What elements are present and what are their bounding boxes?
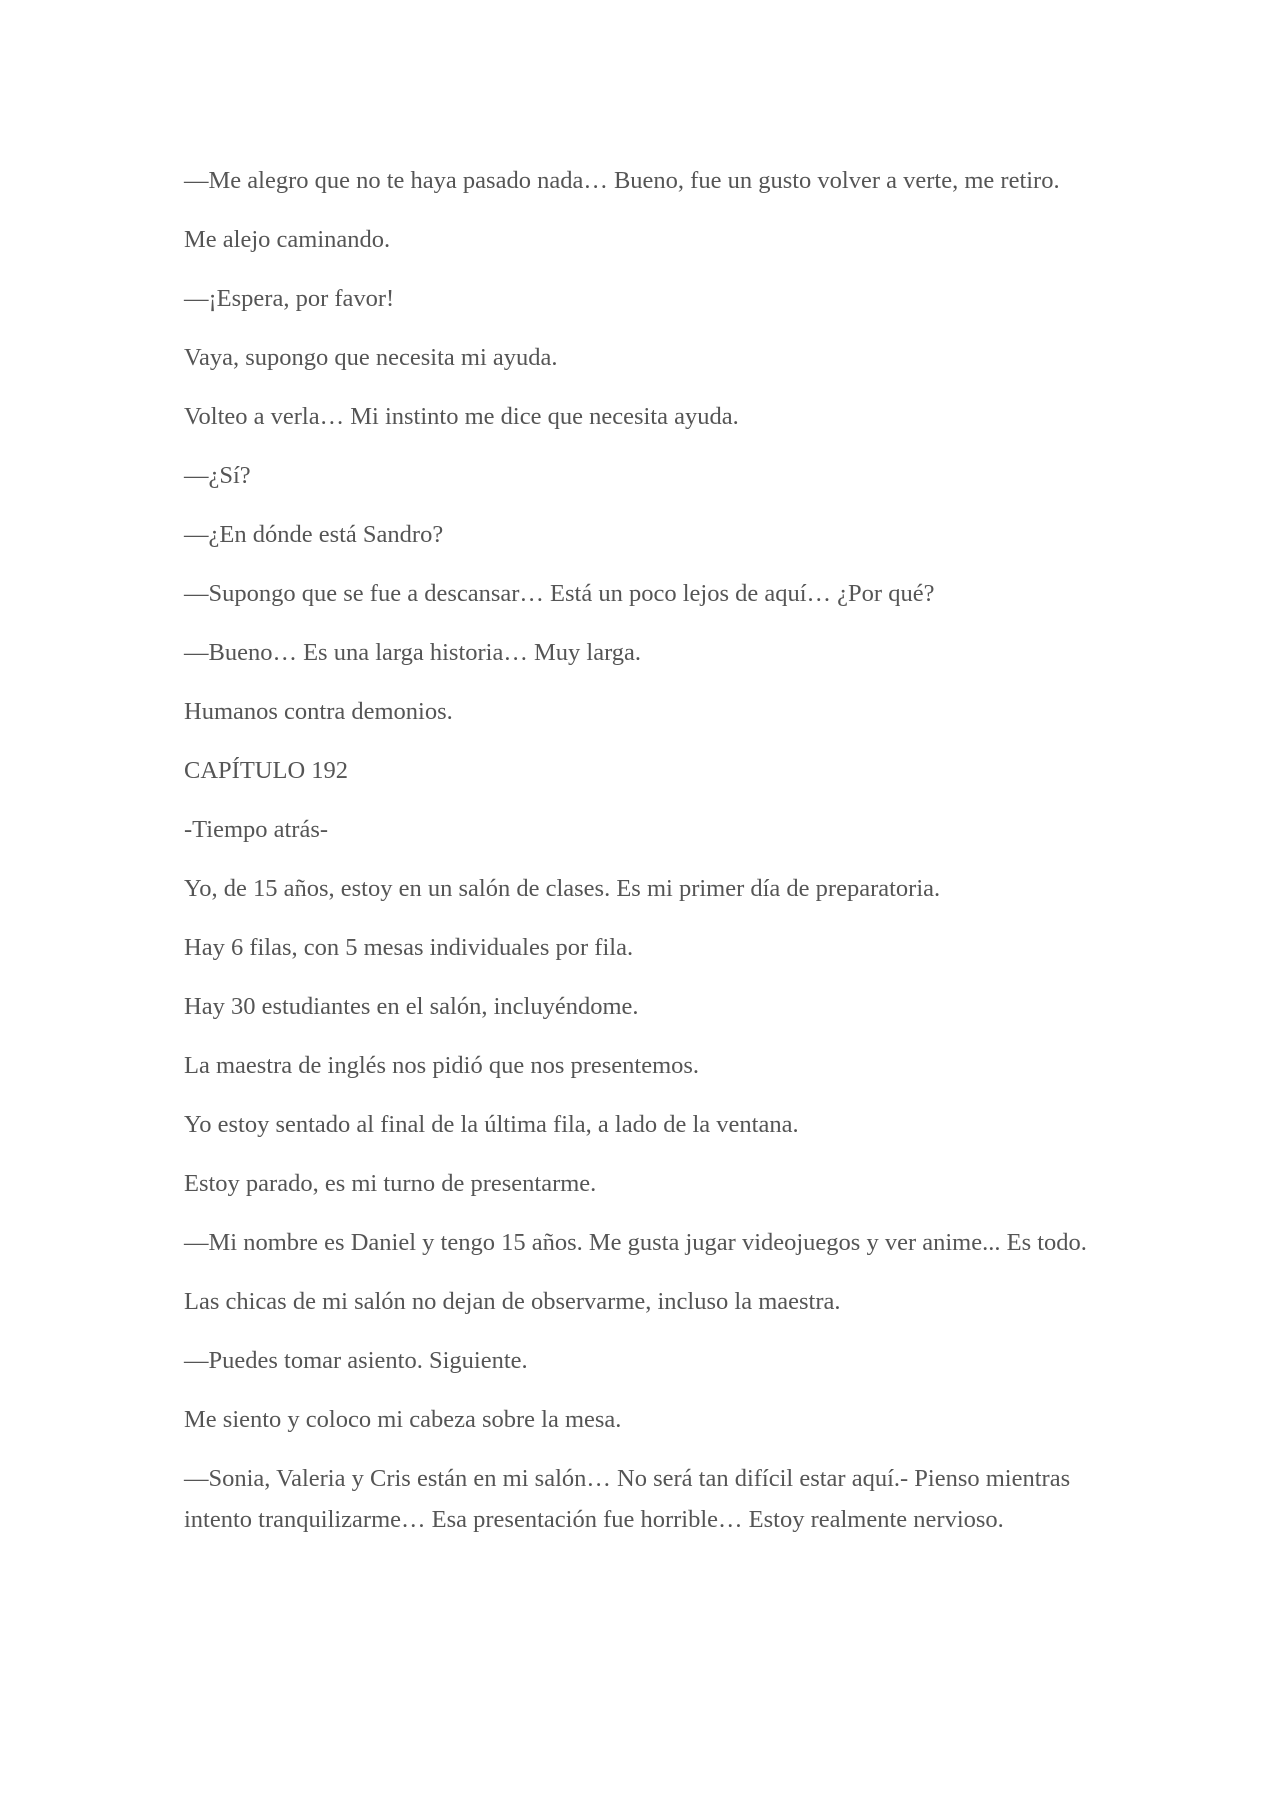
paragraph-6: —¿Sí? bbox=[184, 462, 251, 489]
chapter-heading: CAPÍTULO 192 bbox=[184, 757, 349, 784]
paragraph-19: —Mi nombre es Daniel y tengo 15 años. Me gusta jugar videojuegos y ver anime... Es todo. bbox=[184, 1229, 1087, 1256]
paragraph-22: Me siento y coloco mi cabeza sobre la mesa. bbox=[184, 1406, 622, 1433]
paragraph-5: Volteo a verla… Mi instinto me dice que necesita ayuda. bbox=[184, 403, 739, 430]
paragraph-17: Yo estoy sentado al final de la última fila, a lado de la ventana. bbox=[184, 1111, 799, 1138]
paragraph-16: La maestra de inglés nos pidió que nos presentemos. bbox=[184, 1052, 700, 1079]
paragraph-20: Las chicas de mi salón no dejan de observarme, incluso la maestra. bbox=[184, 1288, 841, 1315]
paragraph-23: —Sonia, Valeria y Cris están en mi salón… No será tan difícil estar aquí.- Pienso mientras intento tranquilizarme… Esa presentación fue horrible… Estoy realmente nervioso. bbox=[184, 1465, 1071, 1533]
paragraph-21: —Puedes tomar asiento. Siguiente. bbox=[184, 1347, 528, 1374]
document-body bbox=[184, 160, 1094, 1558]
paragraph-15: Hay 30 estudiantes en el salón, incluyéndome. bbox=[184, 993, 639, 1020]
paragraph-10: Humanos contra demonios. bbox=[184, 698, 453, 725]
paragraph-7: —¿En dónde está Sandro? bbox=[184, 521, 444, 548]
paragraph-9: —Bueno… Es una larga historia… Muy larga. bbox=[184, 639, 642, 666]
paragraph-3: —¡Espera, por favor! bbox=[184, 285, 395, 312]
paragraph-12: -Tiempo atrás- bbox=[184, 816, 329, 843]
paragraph-8: —Supongo que se fue a descansar… Está un poco lejos de aquí… ¿Por qué? bbox=[184, 580, 935, 607]
paragraph-14: Hay 6 filas, con 5 mesas individuales por fila. bbox=[184, 934, 634, 961]
paragraph-2: Me alejo caminando. bbox=[184, 226, 391, 253]
paragraph-18: Estoy parado, es mi turno de presentarme. bbox=[184, 1170, 597, 1197]
paragraph-13: Yo, de 15 años, estoy en un salón de clases. Es mi primer día de preparatoria. bbox=[184, 875, 941, 902]
paragraph-1: —Me alegro que no te haya pasado nada… Bueno, fue un gusto volver a verte, me retiro. bbox=[184, 167, 1060, 194]
paragraph-4: Vaya, supongo que necesita mi ayuda. bbox=[184, 344, 558, 371]
